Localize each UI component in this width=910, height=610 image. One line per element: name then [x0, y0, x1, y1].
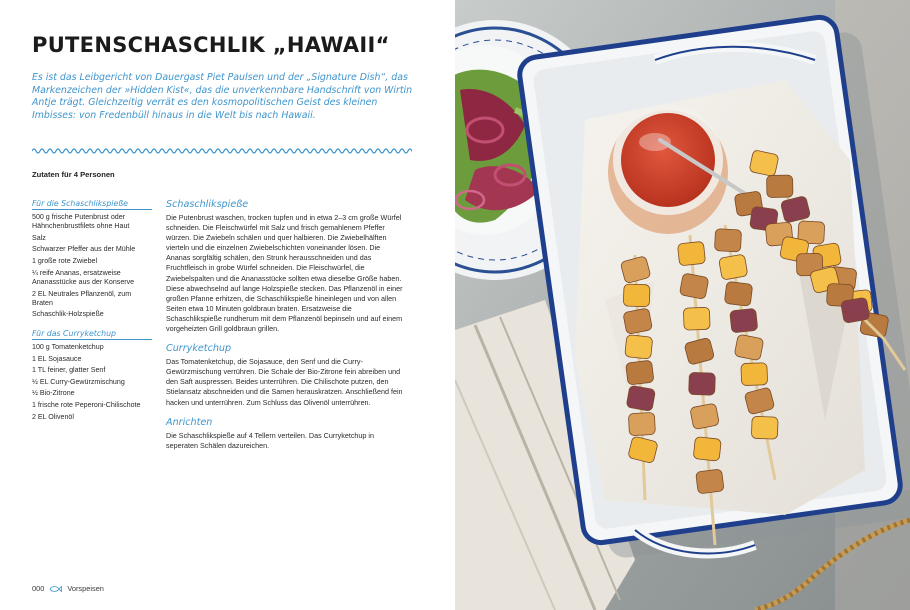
step-heading: Schaschlikspieße — [166, 199, 249, 210]
skewer-piece — [677, 241, 705, 266]
skewer-piece — [623, 308, 653, 335]
ingredient-item: 1 EL Sojasauce — [32, 354, 82, 363]
step-heading: Anrichten — [166, 416, 213, 428]
skewer-piece — [693, 437, 721, 462]
skewer-piece — [625, 335, 653, 360]
skewer-piece — [767, 175, 793, 197]
step-serving — [166, 417, 406, 451]
ingredient-item: ½ Bio-Zitrone — [32, 389, 75, 398]
skewer-piece — [679, 273, 709, 300]
skewer-piece — [626, 385, 655, 411]
section-name: Vorspeisen — [67, 584, 104, 593]
ingredient-item: Schaschlik-Holzspieße — [32, 310, 104, 319]
ingredients-column — [32, 199, 152, 424]
ingredient-list-ketchup — [32, 343, 152, 422]
step-text: Die Putenbrust waschen, trocken tupfen und in etwa 2–3 cm große Würfel schneiden. Die Fleischwürfel mit Salz und frisch gemahlenem Pfeffer würzen. Die Zwiebeln schälen und quer halbieren. Die Zwiebelhälften vierteln und die einzelnen Zwiebelschichten voneinander lösen. Die Ananas sorgfältig schälen, den Strunk herausschneiden und das Fruchtfleisch in grobe Würfel schneiden. Die Fleischwürfel, die Zwiebelspalten und die Ananasstücke sollten etwa dieselbe Größe haben. Diese abwechselnd auf lange Holzspieße stecken. Das Pflanzenöl in einer großen Pfanne erhitzen, die Schaschlikspieße hineinlegen und von allen Seiten etwa 10 Minuten goldbraun braten. Ersatzweise die Schaschlikspieße rundherum mit dem Pflanzenöl bepinseln und auf einem vorgeheizten Grill goldbraun grillen. — [166, 213, 403, 334]
page-number: 000 — [32, 584, 45, 593]
skewer-piece — [741, 363, 768, 386]
skewer-piece — [841, 297, 870, 323]
step-skewers — [166, 199, 406, 334]
step-heading: Curryketchup — [166, 343, 232, 355]
wave-divider — [32, 146, 412, 156]
recipe-title: PUTENSCHASCHLIK „HAWAII“ — [32, 33, 390, 57]
ingredients-skewers-heading: Für die Schaschlikspieße — [32, 199, 152, 210]
steps-column — [166, 199, 406, 460]
skewer-piece — [714, 229, 741, 252]
skewer-piece — [719, 254, 748, 280]
skewer-piece — [689, 372, 716, 395]
ingredient-item: 100 g Tomatenketchup — [32, 343, 104, 352]
skewer-piece — [623, 284, 650, 307]
skewer-piece — [730, 308, 758, 333]
skewer-piece — [626, 360, 654, 385]
food-photo-illustration — [455, 0, 910, 610]
skewer-piece — [751, 416, 778, 439]
ingredient-item: Salz — [32, 233, 46, 242]
ingredient-item: 1 frische rote Peperoni-Chilischote — [32, 401, 141, 410]
skewer-piece — [724, 281, 752, 306]
fish-icon — [49, 585, 62, 593]
step-text: Das Tomatenketchup, die Sojasauce, den Senf und die Curry-Gewürzmischung verrühren. Die Schale der Bio-Zitrone fein abreiben und den Saft auspressen. Beides unterrühren. Die Chilischote putzen, den Stielansatz abschneiden und die Samen herauskratzen. Anschließend fein hacken und unterrühren. Zum Schluss das Olivenöl unterrühren. — [166, 357, 403, 407]
skewer-piece — [690, 403, 720, 430]
ingredient-item: 1 große rote Zwiebel — [32, 257, 98, 266]
page-footer — [32, 584, 104, 593]
recipe-photo — [455, 0, 910, 610]
skewer-piece — [734, 334, 764, 361]
ingredient-item: Schwarzer Pfeffer aus der Mühle — [32, 245, 136, 254]
skewer-piece — [696, 469, 724, 494]
recipe-intro: Es ist das Leibgericht von Dauergast Piet Paulsen und der „Signature Dish“, das Markenzeichen der »Hidden Kist«, das die unverkennbare Handschrift von Wirtin Antje trägt. Gleichzeitig verrät es den kosmopolitischen Geist des kleinen Imbisses: von Fredenbüll hinaus in die Welt bis nach Hawaii. — [32, 72, 413, 121]
skewer-piece — [683, 307, 710, 330]
skewer-piece — [628, 412, 655, 435]
ingredient-item: 500 g frische Putenbrust oder Hähnchenbrustfilets ohne Haut — [32, 213, 130, 231]
ingredient-item: ½ EL Curry-Gewürzmischung — [32, 377, 125, 386]
ingredient-item: 2 EL Neutrales Pflanzenöl, zum Braten — [32, 289, 132, 307]
servings-label: Zutaten für 4 Personen — [32, 170, 115, 179]
ingredients-ketchup-heading: Für das Curryketchup — [32, 329, 152, 340]
step-ketchup — [166, 343, 406, 407]
step-text: Die Schaschlikspieße auf 4 Tellern verteilen. Das Curryketchup in seperaten Schälen dazureichen. — [166, 430, 375, 450]
ingredient-item: 2 EL Olivenöl — [32, 412, 74, 421]
ingredient-item: ¼ reife Ananas, ersatzweise Ananasstücke aus der Konserve — [32, 268, 135, 286]
ingredient-item: 1 TL feiner, glatter Senf — [32, 366, 106, 375]
ingredient-list-skewers — [32, 213, 152, 320]
